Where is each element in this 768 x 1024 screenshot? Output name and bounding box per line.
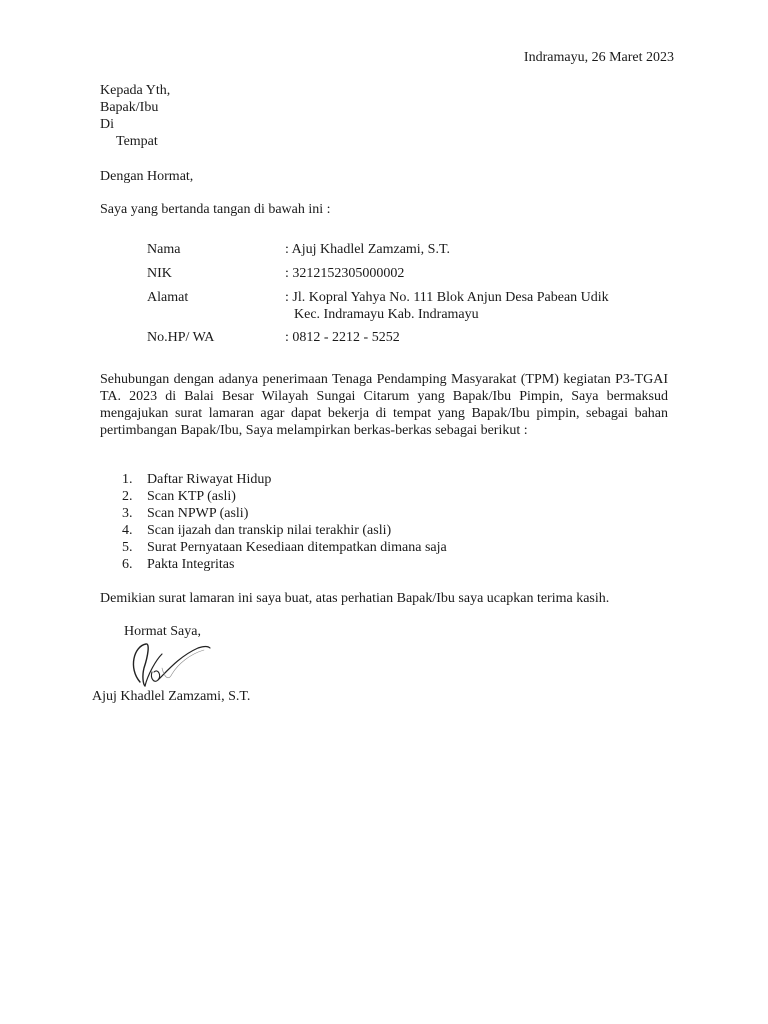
list-text: Daftar Riwayat Hidup [147,472,272,487]
list-number: 6. [122,557,133,572]
list-item [100,539,600,556]
list-text: Pakta Integritas [147,557,235,572]
identity-value: : 0812 - 2212 - 5252 [285,330,400,345]
identity-value: : 3212152305000002 [285,266,405,281]
closing-text: Demikian surat lamaran ini saya buat, atas perhatian Bapak/Ibu saya ucapkan terima kasih. [100,591,610,606]
identity-label: NIK [147,266,172,281]
regards-text: Hormat Saya, [124,624,201,639]
attachment-list [100,471,600,573]
identity-label: Nama [147,242,181,257]
intro-text: Saya yang bertanda tangan di bawah ini : [100,202,331,217]
place-date: Indramayu, 26 Maret 2023 [523,50,674,65]
list-number: 2. [122,489,133,504]
list-number: 3. [122,506,133,521]
body-paragraph: Sehubungan dengan adanya penerimaan Tenaga Pendamping Masyarakat (TPM) kegiatan P3-TGAI TA. 2023 di Balai Besar Wilayah Sungai Citarum yang Bapak/Ibu Pimpin, Saya bermaksud mengajukan surat lamaran agar dapat bekerja di tempat yang Bapak/Ibu pimpin, sebagai bahan pertimbangan Bapak/Ibu, Saya melampirkan berkas-berkas sebagai berikut : [100,372,668,438]
recipient-line: Tempat [116,134,158,149]
list-item [100,488,600,505]
identity-label: Alamat [147,290,189,305]
recipient-line: Di [100,117,114,132]
list-text: Scan NPWP (asli) [147,506,249,521]
identity-value: : Jl. Kopral Yahya No. 111 Blok Anjun Desa Pabean Udik [285,290,609,305]
list-item [100,522,600,539]
salutation: Dengan Hormat, [100,169,194,184]
identity-label: No.HP/ WA [147,330,215,345]
list-text: Scan KTP (asli) [147,489,236,504]
recipient-line: Bapak/Ibu [100,100,159,115]
list-text: Scan ijazah dan transkip nilai terakhir (asli) [147,523,392,538]
identity-value-continued: Kec. Indramayu Kab. Indramayu [294,307,479,322]
signature-image [118,638,214,692]
list-number: 5. [122,540,133,555]
list-text: Surat Pernyataan Kesediaan ditempatkan dimana saja [147,540,447,555]
list-item [100,505,600,522]
identity-value: : Ajuj Khadlel Zamzami, S.T. [285,242,450,257]
list-number: 1. [122,472,133,487]
recipient-line: Kepada Yth, [100,83,171,98]
signer-name: Ajuj Khadlel Zamzami, S.T. [92,689,251,704]
list-item [100,471,600,488]
list-item [100,556,600,573]
list-number: 4. [122,523,133,538]
